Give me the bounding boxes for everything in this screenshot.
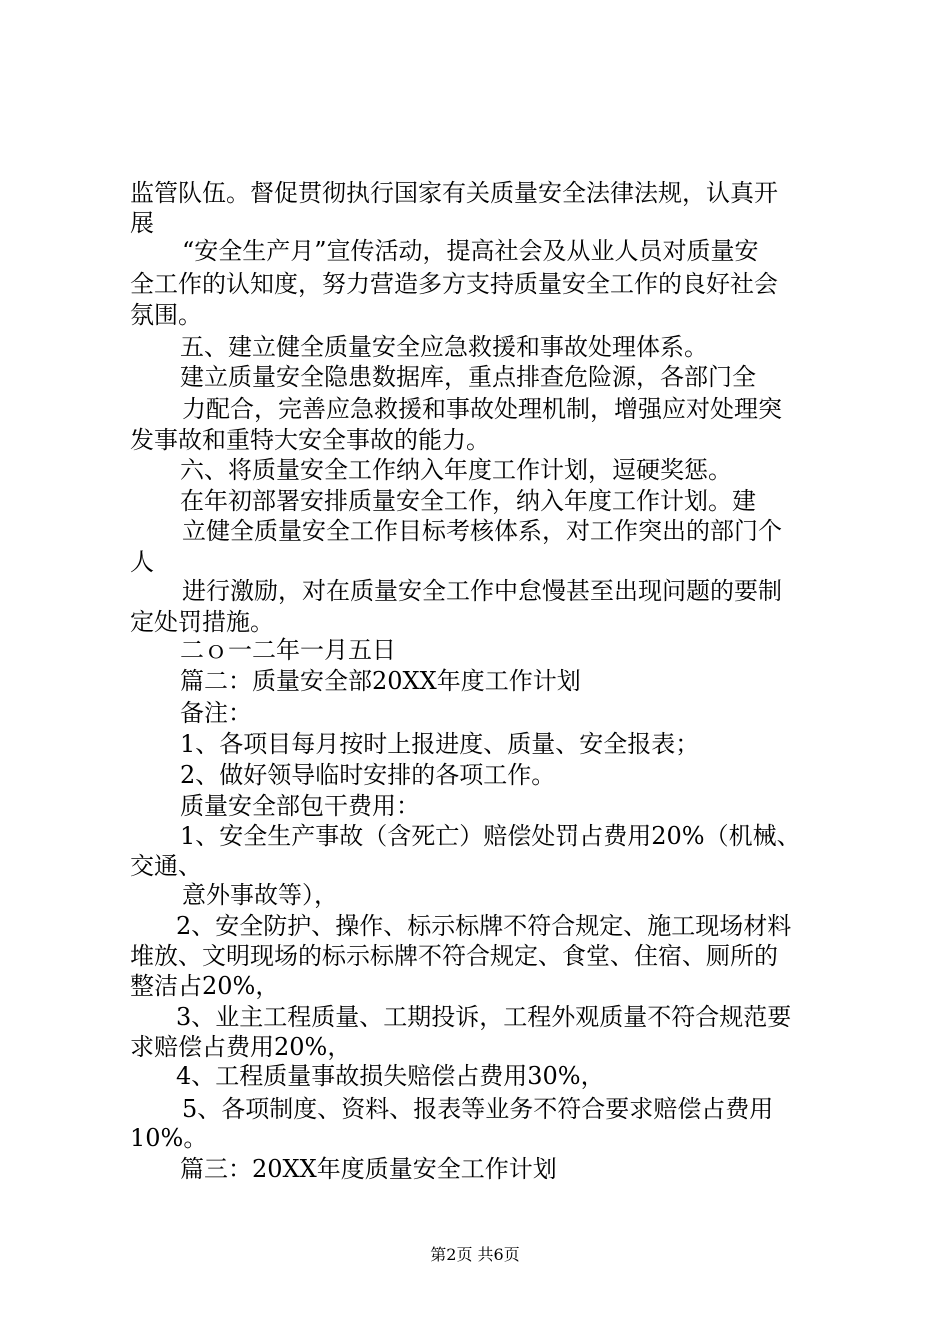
text-line: 意外事故等）， [182, 881, 338, 909]
text-line: 定处罚措施。 [130, 608, 274, 636]
text-line: “安全生产月”宣传活动，提高社会及从业人员对质量安 [182, 237, 759, 265]
list-item: 2、做好领导临时安排的各项工作。 [180, 761, 556, 789]
text-line: 五、建立健全质量安全应急救援和事故处理体系。 [180, 333, 708, 361]
text-line: 立健全质量安全工作目标考核体系，对工作突出的部门个 [182, 517, 782, 545]
text-line: 备注： [180, 699, 252, 727]
text-line: 求赔偿占费用20%， [130, 1033, 352, 1061]
list-item: 5、各项制度、资料、报表等业务不符合要求赔偿占费用 [182, 1095, 774, 1123]
text-line: 展 [130, 209, 154, 237]
text-line: 建立质量安全隐患数据库，重点排查危险源，各部门全 [180, 363, 756, 391]
list-item: 2、安全防护、操作、标示标牌不符合规定、施工现场材料 [176, 912, 792, 940]
list-item: 3、业主工程质量、工期投诉，工程外观质量不符合规范要 [176, 1003, 792, 1031]
text-line: 力配合，完善应急救援和事故处理机制，增强应对处理突 [182, 395, 782, 423]
text-line: 整洁占20%， [130, 972, 280, 1000]
page-footer: 第2页 共6页 [430, 1245, 520, 1264]
text-line: 进行激励，对在质量安全工作中怠慢甚至出现问题的要制 [182, 577, 782, 605]
list-item: 4、工程质量事故损失赔偿占费用30%， [176, 1062, 605, 1090]
text-line: 六、将质量安全工作纳入年度工作计划，逗硬奖惩。 [180, 456, 732, 484]
text-line: 在年初部署安排质量安全工作，纳入年度工作计划。建 [180, 487, 756, 515]
text-line: 质量安全部包干费用： [180, 792, 420, 820]
text-line: 人 [130, 548, 154, 576]
text-line: 10%。 [130, 1124, 208, 1152]
text-line: 监管队伍。督促贯彻执行国家有关质量安全法律法规，认真开 [130, 179, 778, 207]
list-item: 1、各项目每月按时上报进度、质量、安全报表； [180, 730, 700, 758]
text-line: 全工作的认知度，努力营造多方支持质量安全工作的良好社会 [130, 270, 778, 298]
text-line: 氛围。 [130, 301, 202, 329]
date-line: 二ｏ一二年一月五日 [180, 636, 396, 664]
text-line: 堆放、文明现场的标示标牌不符合规定、食堂、住宿、厕所的 [130, 942, 778, 970]
text-line: 交通、 [130, 852, 202, 880]
section-heading: 篇二：质量安全部20XX年度工作计划 [180, 667, 581, 695]
section-heading: 篇三：20XX年度质量安全工作计划 [180, 1155, 557, 1183]
text-line: 发事故和重特大安全事故的能力。 [130, 426, 490, 454]
list-item: 1、安全生产事故（含死亡）赔偿处罚占费用20%（机械、 [180, 822, 801, 850]
